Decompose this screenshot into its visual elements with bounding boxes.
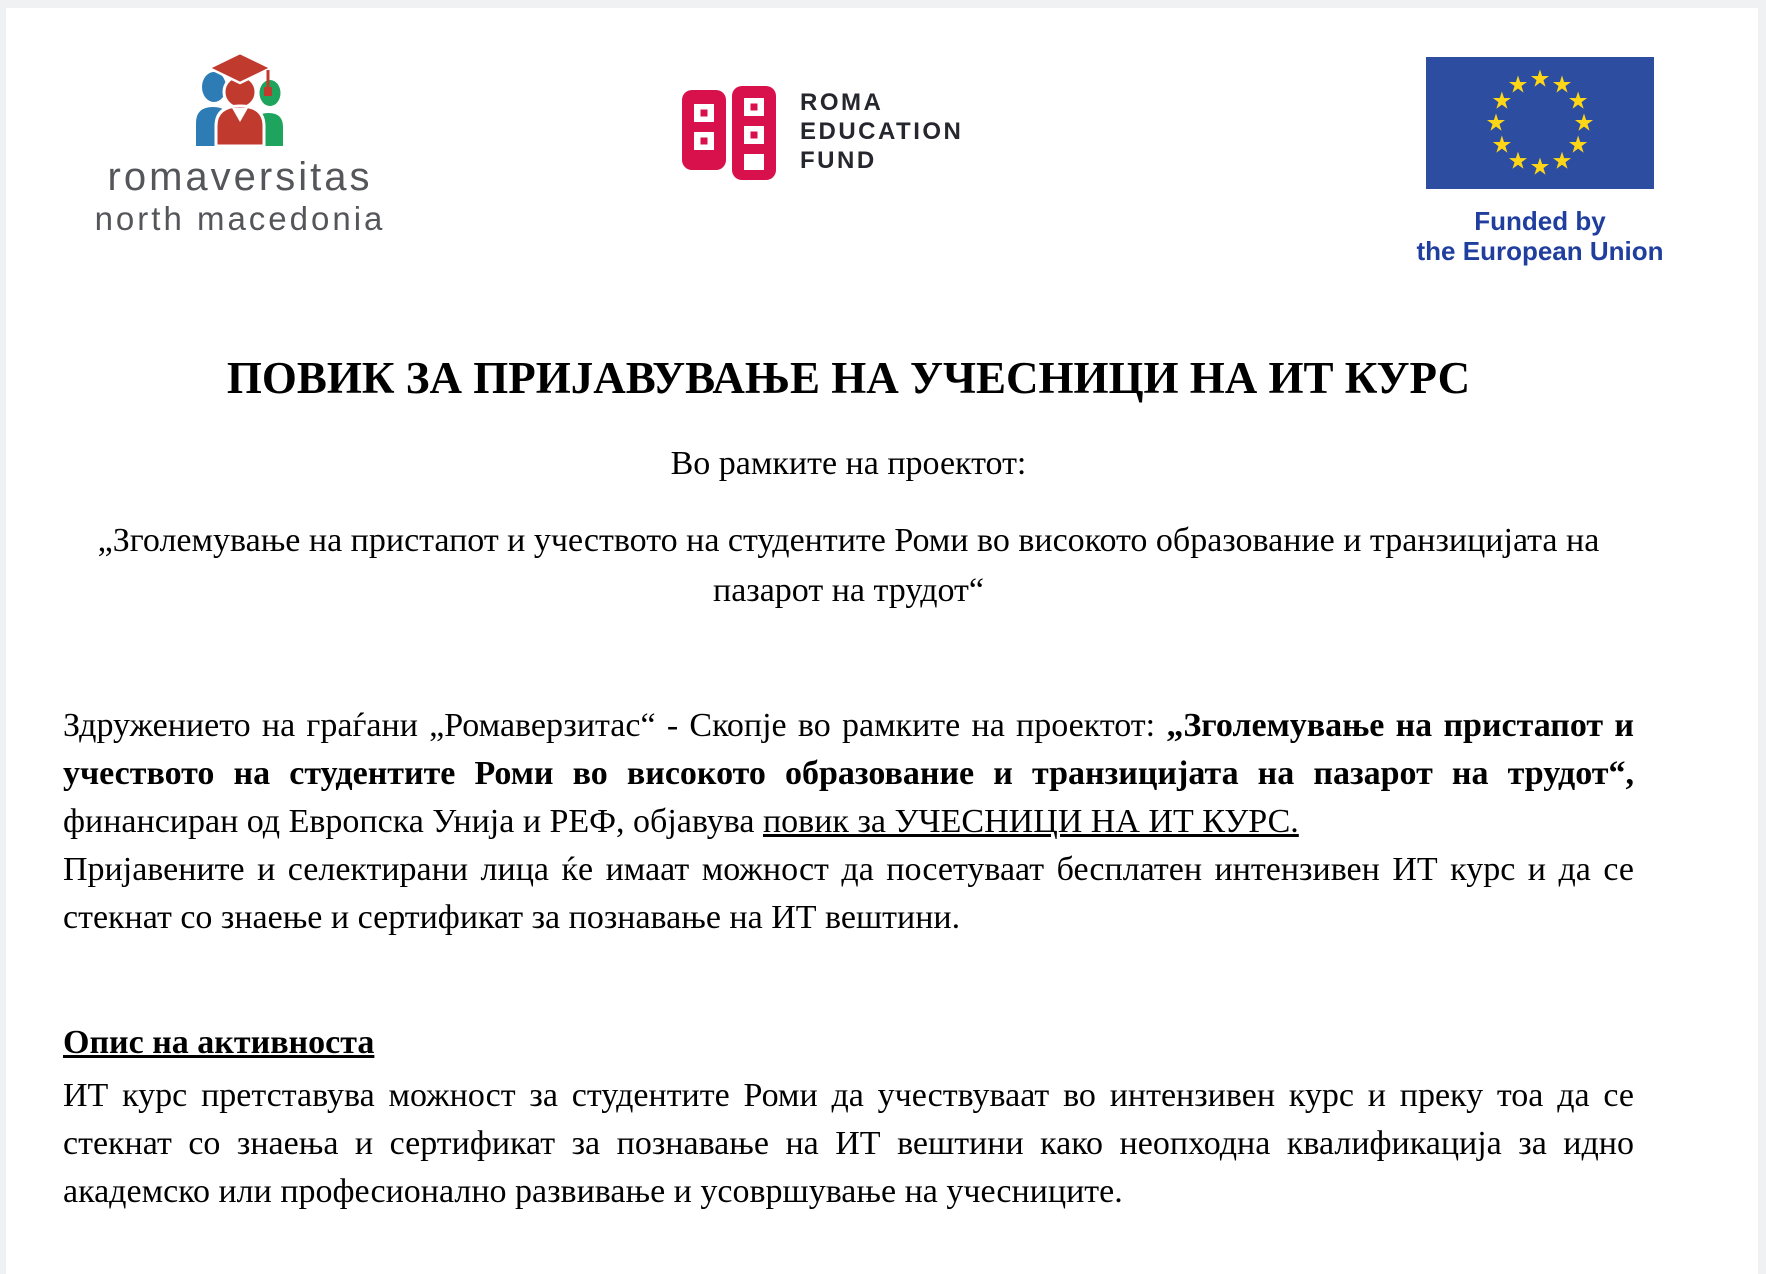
roma-education-fund-logo bbox=[680, 86, 963, 180]
paragraph1-segment-regular2: финансиран од Европска Унија и РЕФ, објавува bbox=[63, 803, 763, 840]
section-heading: Опис на активноста bbox=[63, 1024, 375, 1061]
paragraph1-segment-regular: Здружението на граѓани „Ромаверзитас“ - Скопје во рамките на проектот: bbox=[63, 707, 1167, 744]
romaversitas-people-icon bbox=[188, 50, 292, 147]
project-quote: „Зголемување на пристапот и учеството на студентите Роми во високото образование и транзицијата на пазарот на трудот“ bbox=[97, 522, 1600, 609]
romaversitas-subtitle: north macedonia bbox=[94, 200, 386, 237]
body-paragraph-2: ИТ курс претставува можност за студентите Роми да учествуваат во интензивен курс и преку тоа да се стекнат со знаења и сертификат за познавање на ИТ вештини како неопходна квалификација за идно академско или професионално развивање и усовршување на учесниците. bbox=[63, 1077, 1634, 1210]
page-edge-top bbox=[0, 0, 1766, 8]
ref-wordmark-line3: FUND bbox=[800, 147, 877, 174]
paragraph1-line2: Пријавените и селектирани лица ќе имаат можност да посетуваат бесплатен интензивен ИТ курс и да се стекнат со знаење и сертификат за познавање на ИТ вештини. bbox=[63, 851, 1634, 936]
paragraph1-segment-underlined: повик за УЧЕСНИЦИ НА ИТ КУРС. bbox=[762, 803, 1299, 840]
romaversitas-wordmark: romaversitas bbox=[107, 155, 373, 199]
page-title: ПОВИК ЗА ПРИЈАВУВАЊЕ НА УЧЕСНИЦИ НА ИТ КУРС bbox=[226, 353, 1471, 403]
ref-wordmark bbox=[800, 88, 963, 175]
page-edge-right bbox=[1758, 0, 1766, 1274]
page-edge-left bbox=[0, 0, 6, 1274]
eu-funding-logo bbox=[1395, 57, 1685, 266]
romaversitas-logo bbox=[85, 50, 395, 237]
intro-line: Во рамките на проектот: bbox=[670, 445, 1027, 482]
eu-caption-line2: the European Union bbox=[1416, 236, 1664, 266]
ref-monogram-icon bbox=[680, 86, 778, 180]
paragraph1-segment-bold: „Зголемување на пристапот и учеството на студентите Роми во високото образование и транзицијата на пазарот на трудот“, bbox=[63, 707, 1634, 792]
ref-wordmark-line2: EDUCATION bbox=[800, 118, 964, 145]
eu-caption-line1: Funded by bbox=[1474, 206, 1606, 236]
body-paragraph-1 bbox=[63, 702, 1634, 942]
eu-flag-icon bbox=[1426, 57, 1654, 189]
eu-funding-caption bbox=[1395, 206, 1685, 266]
ref-wordmark-line1: ROMA bbox=[800, 89, 884, 116]
